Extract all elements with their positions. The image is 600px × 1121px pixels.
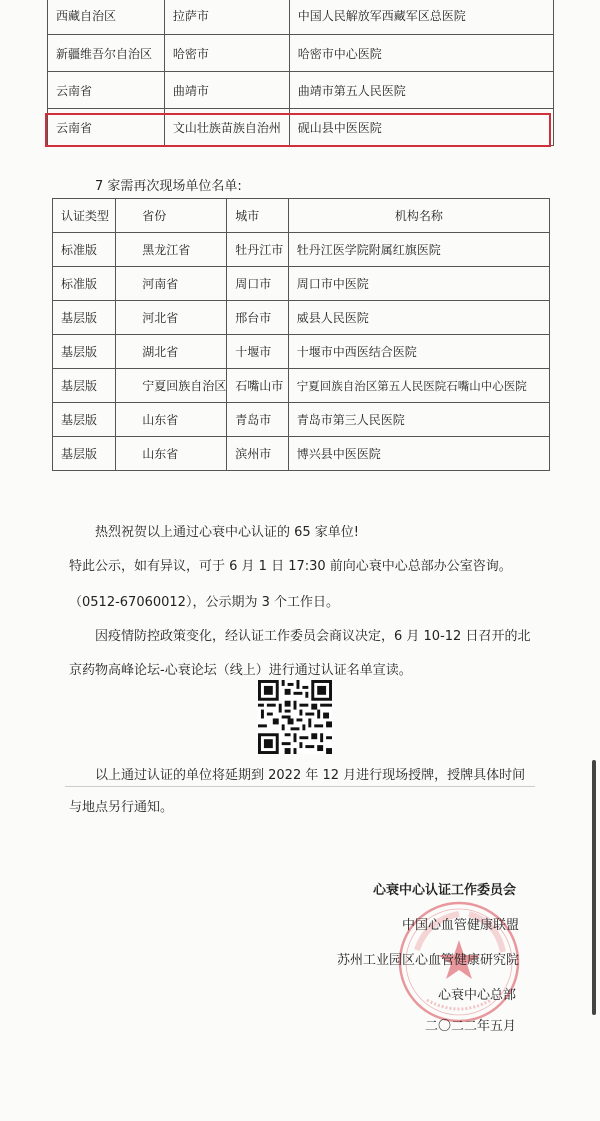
institution-cell: 博兴县中医医院 bbox=[288, 437, 549, 471]
city-cell: 曲靖市 bbox=[164, 72, 289, 109]
city-cell: 十堰市 bbox=[227, 335, 288, 369]
policy-paragraph-line2: 京药物高峰论坛-心衰论坛（线上）进行通过认证名单宣读。 bbox=[69, 663, 412, 678]
table-row bbox=[53, 267, 550, 301]
province-cell: 宁夏回族自治区 bbox=[116, 369, 227, 403]
province-cell: 河南省 bbox=[116, 267, 227, 301]
cert-type-cell: 标准版 bbox=[53, 267, 116, 301]
city-cell: 邢台市 bbox=[227, 301, 288, 335]
province-cell: 云南省 bbox=[48, 72, 165, 109]
cert-type-cell: 基层版 bbox=[53, 335, 116, 369]
header-institution: 机构名称 bbox=[288, 199, 549, 233]
province-cell: 河北省 bbox=[116, 301, 227, 335]
hospital-cell: 曲靖市第五人民医院 bbox=[289, 72, 553, 109]
revisit-table bbox=[52, 198, 550, 471]
divider bbox=[65, 786, 535, 787]
cert-type-cell: 标准版 bbox=[53, 233, 116, 267]
cert-type-cell: 基层版 bbox=[53, 403, 116, 437]
city-cell: 牡丹江市 bbox=[227, 233, 288, 267]
hospital-table-top bbox=[47, 0, 554, 146]
table-row bbox=[53, 437, 550, 471]
congrats-paragraph: 热烈祝贺以上通过心衰中心认证的 65 家单位! bbox=[95, 525, 360, 540]
table-row bbox=[53, 335, 550, 369]
revisit-note: 7 家需再次现场单位名单: bbox=[95, 179, 242, 194]
province-cell: 山东省 bbox=[116, 403, 227, 437]
signature-date: 二〇二二年五月 bbox=[424, 1019, 516, 1034]
province-cell: 云南省 bbox=[48, 109, 165, 146]
province-cell: 西藏自治区 bbox=[48, 0, 165, 35]
table-row bbox=[53, 301, 550, 335]
header-province: 省份 bbox=[116, 199, 227, 233]
institution-cell: 宁夏回族自治区第五人民医院石嘴山中心医院 bbox=[288, 369, 549, 403]
province-cell: 湖北省 bbox=[116, 335, 227, 369]
city-cell: 滨州市 bbox=[227, 437, 288, 471]
province-cell: 山东省 bbox=[116, 437, 227, 471]
table-row bbox=[53, 369, 550, 403]
scrollbar[interactable] bbox=[592, 760, 596, 1015]
city-cell: 文山壮族苗族自治州 bbox=[164, 109, 289, 146]
province-cell: 新疆维吾尔自治区 bbox=[48, 35, 165, 72]
cert-type-cell: 基层版 bbox=[53, 437, 116, 471]
table-row bbox=[48, 35, 554, 72]
table-row bbox=[48, 109, 554, 146]
signature-institute: 苏州工业园区心血管健康研究院 bbox=[336, 953, 519, 968]
header-city: 城市 bbox=[227, 199, 288, 233]
table-row bbox=[53, 233, 550, 267]
city-cell: 青岛市 bbox=[227, 403, 288, 437]
institution-cell: 周口市中医院 bbox=[288, 267, 549, 301]
table-row bbox=[53, 403, 550, 437]
award-paragraph-line1: 以上通过认证的单位将延期到 2022 年 12 月进行现场授牌，授牌具体时间 bbox=[95, 768, 526, 783]
table-row bbox=[48, 72, 554, 109]
cert-type-cell: 基层版 bbox=[53, 369, 116, 403]
qr-code-icon[interactable] bbox=[258, 680, 332, 754]
award-paragraph-line2: 与地点另行通知。 bbox=[69, 800, 174, 815]
city-cell: 周口市 bbox=[227, 267, 288, 301]
city-cell: 石嘴山市 bbox=[227, 369, 288, 403]
institution-cell: 威县人民医院 bbox=[288, 301, 549, 335]
hospital-cell: 哈密市中心医院 bbox=[289, 35, 553, 72]
city-cell: 拉萨市 bbox=[164, 0, 289, 35]
province-cell: 黑龙江省 bbox=[116, 233, 227, 267]
hospital-cell: 中国人民解放军西藏军区总医院 bbox=[289, 0, 553, 35]
signature-hq: 心衰中心总部 bbox=[437, 988, 516, 1003]
institution-cell: 青岛市第三人民医院 bbox=[288, 403, 549, 437]
table-row bbox=[48, 0, 554, 35]
table-header-row bbox=[53, 199, 550, 233]
city-cell: 哈密市 bbox=[164, 35, 289, 72]
signature-committee: 心衰中心认证工作委员会 bbox=[372, 883, 516, 898]
objection-paragraph: 特此公示，如有异议，可于 6 月 1 日 17:30 前向心衰中心总部办公室咨询。 bbox=[69, 559, 512, 574]
header-cert-type: 认证类型 bbox=[53, 199, 116, 233]
institution-cell: 十堰市中西医结合医院 bbox=[288, 335, 549, 369]
hospital-cell: 砚山县中医医院 bbox=[289, 109, 553, 146]
policy-paragraph-line1: 因疫情防控政策变化，经认证工作委员会商议决定，6 月 10-12 日召开的北 bbox=[95, 629, 531, 644]
phone-paragraph: （0512-67060012），公示期为 3 个工作日。 bbox=[69, 595, 339, 610]
signature-alliance: 中国心血管健康联盟 bbox=[401, 918, 519, 933]
institution-cell: 牡丹江医学院附属红旗医院 bbox=[288, 233, 549, 267]
cert-type-cell: 基层版 bbox=[53, 301, 116, 335]
